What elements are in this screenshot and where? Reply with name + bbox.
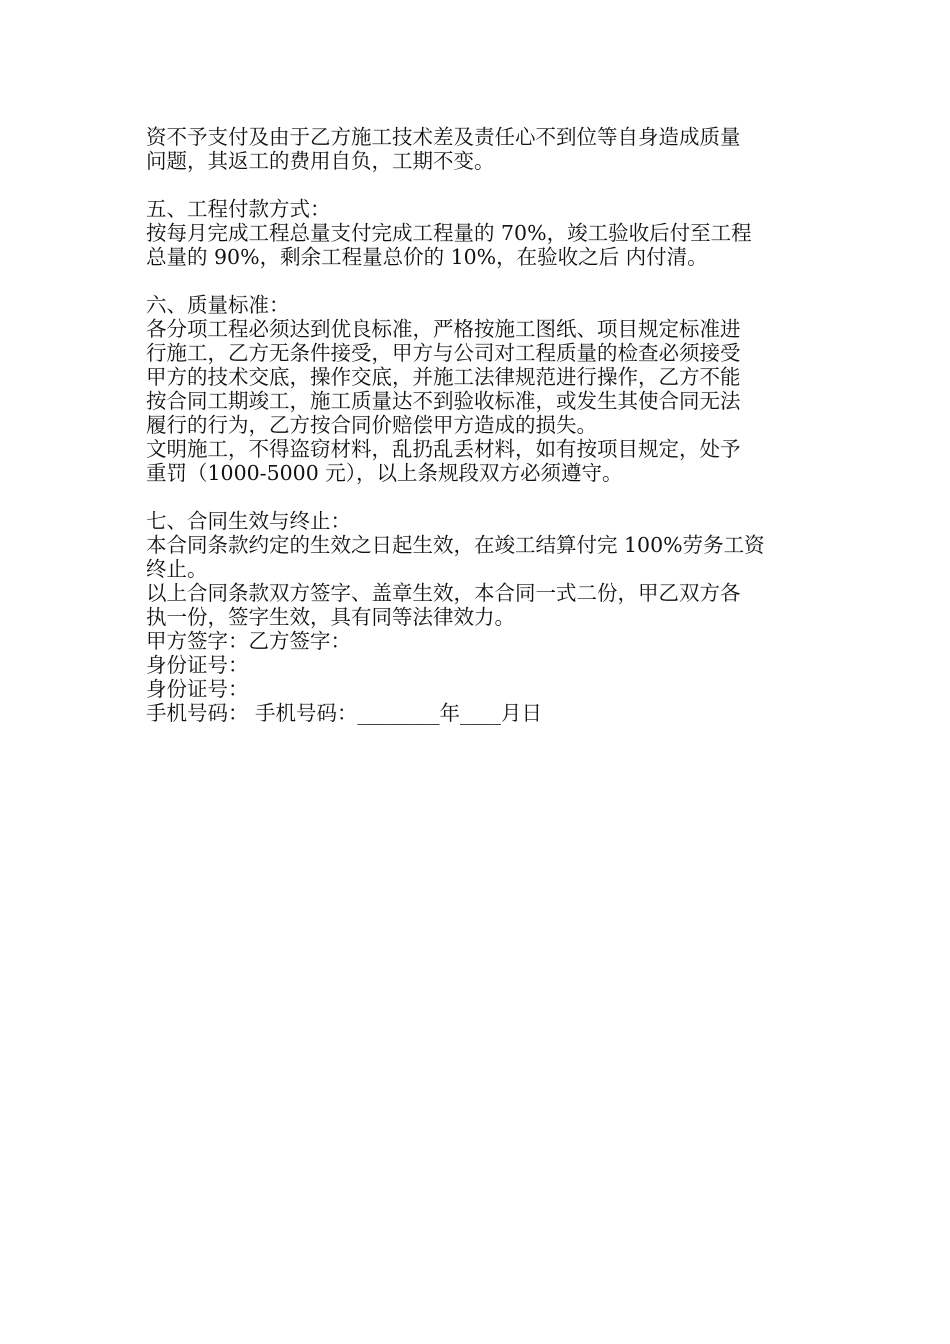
text-line: 甲方的技术交底，操作交底，并施工法律规范进行操作，乙方不能: [146, 365, 741, 389]
paragraph-gap: [146, 485, 811, 509]
text-line: 文明施工，不得盗窃材料，乱扔乱丢材料，如有按项目规定，处予: [146, 437, 741, 461]
signature-line-parties: 甲方签字：乙方签字：: [146, 629, 351, 653]
section-quality: [146, 293, 811, 485]
section-payment: [146, 197, 811, 269]
section-heading: 六、质量标准：: [146, 293, 290, 317]
section-effectiveness: [146, 509, 811, 629]
document-body: [146, 125, 811, 725]
text-line: 履行的行为，乙方按合同价赔偿甲方造成的损失。: [146, 413, 597, 437]
signature-block: [146, 629, 811, 725]
text-line: 问题，其返工的费用自负，工期不变。: [146, 149, 495, 173]
signature-line-id: 身份证号：: [146, 677, 249, 701]
paragraph-gap: [146, 269, 811, 293]
signature-line-phone-date: 手机号码： 手机号码：________年____月日: [146, 701, 543, 725]
signature-line-id: 身份证号：: [146, 653, 249, 677]
text-line: 本合同条款约定的生效之日起生效，在竣工结算付完 100%劳务工资: [146, 533, 765, 557]
section-heading: 五、工程付款方式：: [146, 197, 331, 221]
text-line: 各分项工程必须达到优良标准，严格按施工图纸、项目规定标准进: [146, 317, 741, 341]
text-line: 以上合同条款双方签字、盖章生效，本合同一式二份，甲乙双方各: [146, 581, 741, 605]
text-line: 行施工，乙方无条件接受，甲方与公司对工程质量的检查必须接受: [146, 341, 741, 365]
text-line: 终止。: [146, 557, 208, 581]
intro-paragraph: [146, 125, 811, 173]
paragraph-gap: [146, 173, 811, 197]
text-line: 重罚（1000-5000 元），以上条规段双方必须遵守。: [146, 461, 623, 485]
text-line: 按每月完成工程总量支付完成工程量的 70%，竣工验收后付至工程: [146, 221, 752, 245]
text-line: 执一份，签字生效，具有同等法律效力。: [146, 605, 515, 629]
text-line: 总量的 90%，剩余工程量总价的 10%，在验收之后 内付清。: [146, 245, 708, 269]
text-line: 资不予支付及由于乙方施工技术差及责任心不到位等自身造成质量: [146, 125, 741, 149]
section-heading: 七、合同生效与终止：: [146, 509, 351, 533]
text-line: 按合同工期竣工，施工质量达不到验收标准，或发生其使合同无法: [146, 389, 741, 413]
